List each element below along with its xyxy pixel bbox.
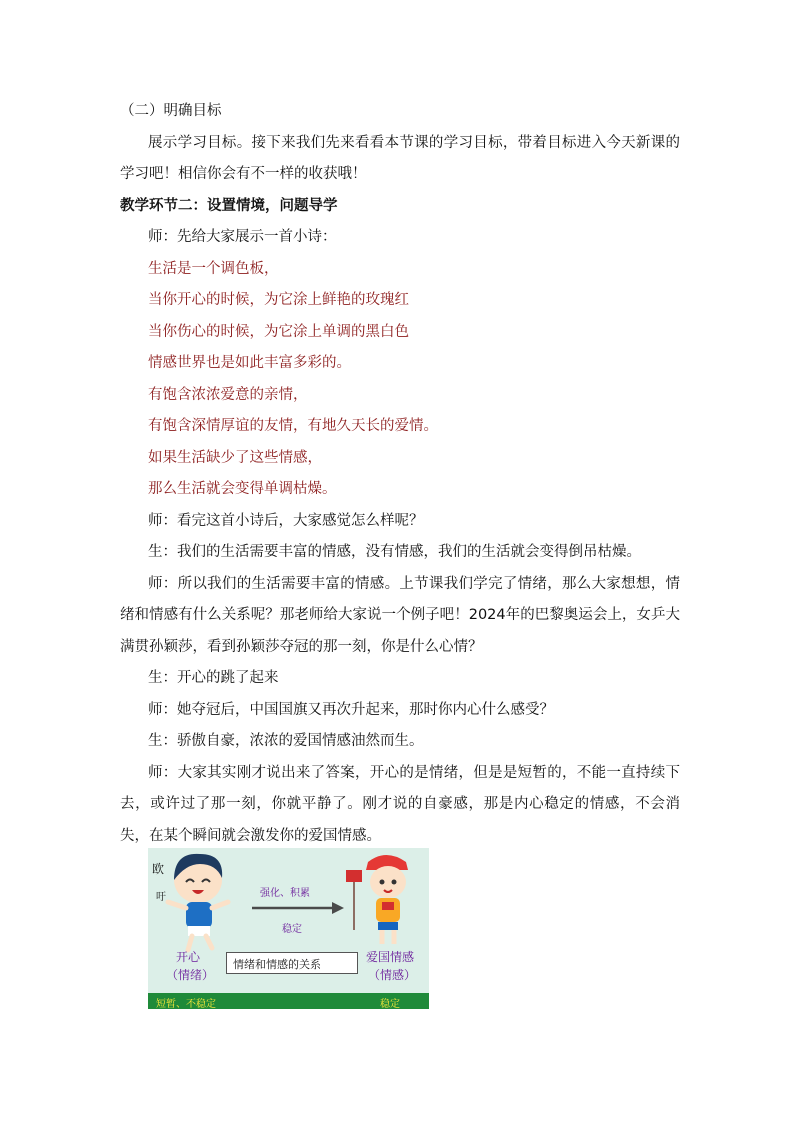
teacher-intro: 师：先给大家展示一首小诗：	[148, 229, 337, 245]
cheer-text-2: 吁	[156, 892, 166, 903]
poem-line: 有饱含深情厚谊的友情，有地久天长的爱情。	[148, 418, 438, 434]
emotion-feeling-illustration	[148, 848, 429, 1009]
goal-paragraph: 展示学习目标。接下来我们先来看看本节课的学习目标，带着目标进入今天新课的学习吧！相信你会有不一样的收获哦！	[120, 134, 680, 182]
relation-box	[226, 952, 358, 974]
poem-line: 如果生活缺少了这些情感，	[148, 449, 322, 466]
poem-line: 情感世界也是如此丰富多彩的。	[148, 355, 351, 371]
dialogue-paragraph: 师：大家其实刚才说出来了答案，开心的是情绪，但是是短暂的，不能一直持续下去，或许过了那一刻，你就平静了。刚才说的自豪感，那是内心稳定的情感，不会消失，在某个瞬间就会激发你的爱国情感。	[120, 764, 680, 844]
right-label: 爱国情感	[366, 950, 415, 964]
dialogue-paragraph: 师：所以我们的生活需要丰富的情感。上节课我们学完了情绪，那么大家想想，情绪和情感有什么关系呢？那老师给大家说一个例子吧！2024年的巴黎奥运会上，女乒大满贯孙颖莎，看到孙颖莎夺冠的那一刻，你是什么心情？	[120, 575, 680, 655]
bottom-bar	[148, 993, 429, 1009]
phase-title: 教学环节二：设置情境，问题导学	[120, 197, 338, 214]
poem-line: 当你开心的时候，为它涂上鲜艳的玫瑰红	[148, 292, 409, 308]
left-sub-label: （情绪）	[166, 968, 215, 982]
happy-boy-icon	[160, 850, 240, 955]
arrow-top-label: 强化、积累	[260, 888, 310, 899]
dialogue-line: 生：骄傲自豪，浓浓的爱国情感油然而生。	[148, 733, 424, 749]
dialogue-line: 生：开心的跳了起来	[148, 670, 279, 686]
cheer-text-1: 欧	[152, 862, 165, 876]
poem-line: 那么生活就会变得单调枯燥。	[148, 481, 337, 497]
arrow-bottom-label: 稳定	[282, 924, 302, 935]
poem-line: 有饱含浓浓爱意的亲情，	[148, 386, 308, 403]
poem-line: 生活是一个调色板，	[148, 260, 279, 277]
section-title: （二）明确目标	[120, 103, 222, 119]
patriotic-boy-icon	[346, 850, 418, 950]
dialogue-line: 师：她夺冠后，中国国旗又再次升起来，那时你内心什么感受？	[148, 701, 554, 718]
bar-right-label: 稳定	[380, 999, 400, 1009]
dialogue-line: 生：我们的生活需要丰富的情感，没有情感，我们的生活就会变得倒吊枯燥。	[148, 544, 641, 560]
dialogue-line: 师：看完这首小诗后，大家感觉怎么样呢？	[148, 512, 424, 529]
right-sub-label: （情感）	[368, 968, 417, 982]
poem-line: 当你伤心的时候，为它涂上单调的黑白色	[148, 323, 409, 340]
relation-box-label: 情绪和情感的关系	[233, 958, 321, 971]
document-body	[120, 96, 680, 852]
bar-left-label: 短暂、不稳定	[156, 999, 216, 1009]
arrow-right-icon	[252, 901, 344, 915]
left-label: 开心	[176, 950, 201, 964]
